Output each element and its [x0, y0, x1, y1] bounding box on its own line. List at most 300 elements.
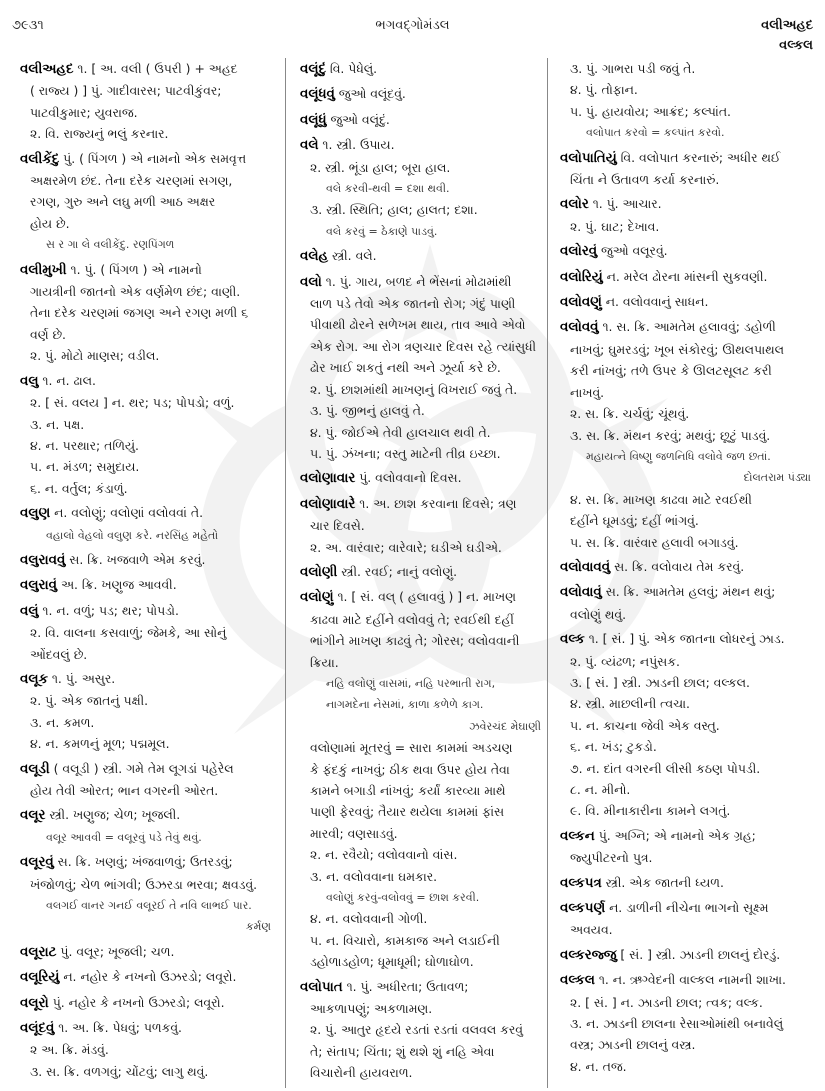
definition-text: ૩. પું. ગાભરા પડી જવું તે.	[570, 61, 696, 76]
entry-line	[560, 446, 815, 467]
definition-text: ૨. વિ. વાલના કસવાળું; જેમકે, આ સોનું	[30, 625, 227, 641]
entry-line	[560, 604, 815, 625]
definition-text: કાઢવા માટે દહીંને વલોવવું તે; રવઈથી દહીં	[310, 611, 514, 627]
headword: વલે	[300, 138, 319, 154]
definition-text: દહીંને ઘૂમડવું; દહીં ભાંગવું.	[570, 513, 699, 529]
definition-text: ખંજોળવું; ચેળ ભાંગવી; ઉઝરડા ભરવા; ક્ષવડવું.	[30, 876, 258, 892]
definition-text: પું. નહોર કે નખનો ઉઝરડો; લવૂરો.	[48, 994, 225, 1010]
headword: વલીકેંદુ	[20, 151, 60, 167]
column-1	[20, 58, 275, 1088]
entry-line	[300, 801, 545, 822]
entry-line	[20, 916, 275, 937]
entry-line	[560, 693, 815, 714]
definition-text: વસ્ત્ર; ઝાડની છાલનું વસ્ત્ર.	[570, 1037, 696, 1053]
entry-line	[560, 628, 815, 650]
dictionary-entry	[20, 1017, 275, 1082]
entry-line	[300, 245, 545, 267]
definition-text: કે ફંદકું નાખવું; ઠીક થવા ઉપર હોય તેવા	[310, 761, 510, 777]
definition-text: રગણ, ગુરુ અને લઘુ મળી આઠ અક્ષર	[30, 194, 216, 210]
definition-text: ૨. પું. ઘાટ; દેખાવ.	[570, 218, 660, 234]
entry-line	[560, 240, 815, 262]
definition-text: જુઓ વલૂંદું.	[326, 111, 390, 127]
definition-text: સ. ક્રિ. ખણવું; ખંજવાળવું; ઉતરડવું;	[53, 854, 233, 870]
definition-text: ગાયત્રીની જાતનો એક વર્ણમેળ છંદ; વાણી.	[30, 284, 241, 300]
definition-text: વલોણામાં મૂતરવું = સારા કામમાં અડચણ	[310, 740, 513, 756]
definition-text: સ. ક્રિ. વલોવાય તેમ કરવું.	[610, 558, 745, 574]
entry-line	[560, 715, 815, 736]
dictionary-entry	[300, 493, 545, 558]
headword: વલૂંદવું	[20, 1021, 55, 1037]
dictionary-entry	[560, 193, 815, 237]
entry-line	[560, 758, 815, 779]
entry-line	[20, 80, 275, 101]
dictionary-entry	[300, 109, 545, 131]
definition-text: ૧. અ. ક્રિ. પેધવું; પળકવું.	[54, 1020, 182, 1036]
entry-line	[20, 213, 275, 234]
definition-text: ૪. પું. તોફાન.	[570, 82, 638, 98]
entry-line	[300, 737, 545, 758]
definition-text: ૧. પું. અસુર.	[47, 670, 116, 686]
definition-text: ઓંદવલું છે.	[30, 646, 88, 662]
definition-text: ૫. પું. ઝંખના; વસ્તુ માટેની તીવ્ર ઇચ્છા.	[310, 445, 501, 461]
headword: વલોવવું	[560, 320, 599, 336]
definition-text: ૭. ન. દાંત વગરની લીસી કઠણ પોપડી.	[570, 760, 761, 776]
headword: વલૂક	[20, 671, 48, 687]
entry-line	[560, 58, 815, 79]
definition-text: ૪. પું. જોઈએ તેવી હાલચાલ થવી તે.	[310, 424, 491, 440]
definition-text: ઝવેરચંદ મેઘાણી	[469, 719, 541, 733]
dictionary-entry	[20, 148, 275, 256]
headword: વલોપાત	[300, 979, 343, 995]
definition-text: ૩. [ સં. ] સ્ત્રી. ઝાડની છાલ; વલ્કલ.	[570, 674, 750, 690]
entry-line	[20, 123, 275, 144]
definition-text: ૧. [ સં. વલ્ ( હલાવવું ) ] ન. માખણ	[333, 589, 516, 605]
dictionary-entry	[20, 966, 275, 988]
definition-text: ૧. [ અ. વલી ( ઉપરી ) + અહદ	[73, 61, 238, 76]
dictionary-entry	[300, 83, 545, 105]
entry-line	[300, 630, 545, 651]
headword: વલીઅહદ	[20, 62, 74, 77]
dictionary-entry	[560, 58, 815, 144]
definition-text: ડહોળાડહોળ; ધૂમાધૂમી; ઘોળાઘોળ.	[310, 954, 474, 970]
entry-line	[300, 976, 545, 998]
entry-line	[20, 302, 275, 323]
entry-line	[20, 780, 275, 801]
definition-text: વર્ણ છે.	[30, 326, 66, 342]
entry-line	[20, 992, 275, 1014]
definition-text: ૧. પું. આચાર.	[588, 196, 662, 212]
definition-text: કરી નાંખવું; તળે ઉપર કે ઊલટસૂલટ કરી	[570, 363, 772, 379]
entry-line	[300, 178, 545, 199]
definition-text: સ. ક્રિ. ખજવાળે એમ કરવું.	[65, 551, 206, 567]
definition-text: ૬. ન. ખંડ; ટુકડો.	[570, 739, 657, 755]
entry-line	[20, 102, 275, 123]
guide-word-last: વલ્કલ	[779, 38, 813, 53]
definition-text: લાળ પડે તેવો એક જાતનો રોગ; ગંદું પાણી	[310, 296, 516, 312]
definition-text: ૪. સ્ત્રી. માછલીની ત્વચા.	[570, 696, 690, 712]
headword: વલૂરો	[20, 995, 49, 1011]
definition-text: ( વલૂડી ) સ્ત્રી. ગમે તેમ લૂગડાં પહેરેલ	[49, 760, 234, 776]
entry-line	[560, 1034, 815, 1055]
definition-text: પીવાથી ઢોરને સળેખમ થાય, તાવ આવે એવો	[310, 317, 526, 333]
entry-line	[20, 456, 275, 477]
entry-line	[20, 668, 275, 690]
entry-line	[560, 556, 815, 578]
headword: વલૂંધું	[300, 112, 327, 128]
entry-line	[300, 866, 545, 887]
entry-line	[560, 339, 815, 360]
entry-line	[20, 345, 275, 366]
entry-line	[560, 847, 815, 868]
headword: વલૂરિયું	[20, 970, 60, 986]
entry-line	[20, 758, 275, 780]
dictionary-entry	[20, 758, 275, 802]
definition-text: ૨. પું. છાશમાંથી માખણનું વિખરાઈ જવું તે.	[310, 381, 518, 397]
definition-text: અક્ષરમેળ છંદ. તેના દરેક ચરણમાં સગણ,	[30, 173, 233, 189]
entry-line	[300, 199, 545, 220]
entry-line	[560, 992, 815, 1013]
entry-line	[20, 478, 275, 499]
entry-line	[560, 425, 815, 446]
entry-line	[560, 510, 815, 531]
entry-line	[300, 887, 545, 908]
definition-text: ૪. ન. કમળનું મૂળ; પદ્મમૂલ.	[30, 736, 170, 752]
definition-text: પાટવીકુમાર; યુવરાજ.	[30, 104, 138, 120]
definition-text: નાખવું.	[570, 384, 605, 400]
definition-text: મહાયત્ને વિષ્ણુ જળનિધિ વલોવે જળ છતાં.	[586, 449, 771, 463]
entry-line	[300, 314, 545, 335]
entry-line	[560, 944, 815, 966]
dictionary-entry	[20, 668, 275, 755]
definition-text: વલે કરવું = ઠેકાણે પાડવું.	[326, 224, 438, 238]
dictionary-entry	[20, 549, 275, 571]
headword: વલૂર	[20, 808, 46, 824]
entry-line	[300, 336, 545, 357]
definition-text: ચાર દિવસે.	[310, 518, 365, 534]
entry-line	[560, 403, 815, 424]
entry-line	[300, 652, 545, 673]
dictionary-entry	[560, 266, 815, 288]
entry-line	[300, 694, 545, 715]
dictionary-entry	[300, 271, 545, 465]
headword: વલ્કરજ્જુ	[560, 947, 617, 963]
definition-text: સ્ત્રી. એક જાતની ધ્યળ.	[601, 874, 724, 890]
entry-line	[20, 414, 275, 435]
definition-text: ૩. ન. ઝાડની છાલના રેસાઓમાંથી બનાવેલું	[570, 1016, 784, 1032]
entry-line	[560, 147, 815, 169]
headword: વલોર	[560, 197, 589, 213]
definition-text: ૩. ન. કમળ.	[30, 714, 95, 730]
entry-line	[20, 690, 275, 711]
entry-line	[560, 216, 815, 237]
entry-line	[300, 673, 545, 694]
entry-line	[560, 872, 815, 894]
definition-text: ૨. પું. મોટો માણસ; વડીલ.	[30, 348, 160, 364]
dictionary-entry	[560, 581, 815, 625]
definition-text: હોય તેવી ઓરત; ભાન વગરની ઓરત.	[30, 783, 219, 798]
dictionary-entry	[20, 502, 275, 546]
definition-text: ૩. સ. ક્રિ. મંથન કરવું; મથવું; છૂટું પાડવું.	[570, 427, 771, 443]
definition-text: જ્યુપીટરનો પુત્ર.	[570, 850, 653, 866]
definition-text: ૧. ન. વળું; પડ; થર; પોપડો.	[38, 602, 179, 618]
definition-text: ૩. સ્ત્રી. સ્થિતિ; હાલ; હાલત; દશા.	[310, 202, 478, 218]
entry-line	[20, 733, 275, 754]
headword: વલોપાતિયું	[560, 150, 617, 166]
definition-text: વલોપાત કરવો = કલ્પાંત કરવો.	[586, 126, 725, 140]
headword: વલોરવું	[560, 244, 598, 260]
entry-line	[300, 998, 545, 1019]
dictionary-entry	[560, 944, 815, 966]
headword: વલોવાવું	[560, 585, 602, 601]
definition-text: વલોણું કરવું-વલોવવું = છાશ કરવી.	[326, 891, 480, 905]
entry-line	[560, 779, 815, 800]
dictionary-entry	[20, 941, 275, 963]
entry-line	[20, 191, 275, 212]
entry-line	[560, 360, 815, 381]
headword: વલૂંધવું	[300, 87, 335, 103]
dictionary-entry	[300, 976, 545, 1084]
entry-line	[560, 489, 815, 510]
definition-text: ૨. પું. આતુર હૃદયે રડતાં રડતાં વલવલ કરવું	[310, 1022, 523, 1038]
entry-line	[300, 422, 545, 443]
definition-text: જુઓ વલૂરવું.	[597, 243, 668, 259]
dictionary-entry	[20, 370, 275, 499]
headword: વલુરાવું	[20, 578, 58, 594]
entry-line	[20, 874, 275, 895]
headword: વલૂંદું	[300, 62, 326, 77]
headword: વલીમુખી	[20, 262, 67, 278]
entry-line	[560, 291, 815, 313]
headword: વલુરાવવું	[20, 552, 66, 568]
entry-line	[300, 609, 545, 630]
entry-line	[300, 467, 545, 489]
definition-text: પું. ( પિંગળ ) એ નામનો એક સમવૃત્ત	[59, 150, 247, 166]
definition-text: ૧. [ સં. ] પું. એક જાતના લોધરનું ઝાડ.	[584, 631, 785, 647]
entry-line	[20, 804, 275, 826]
definition-text: તે; સંતાપ; ચિંતા; શું થશે શું નહિ એવા	[310, 1043, 495, 1059]
guide-word-first: વલીઅહદ	[761, 18, 813, 33]
definition-text: ૧. પું. ગાય, બળદ ને ભેંસનાં મોઢામાંથી	[321, 273, 512, 289]
definition-text: પું. અગ્નિ; એ નામનો એક ગ્રહ;	[594, 827, 756, 843]
definition-text: ન. ડાળીની નીચેના ભાગનો સૂક્ષ્મ	[605, 900, 769, 916]
entry-line	[560, 316, 815, 338]
definition-text: ચિંતા ને ઉતાવળ કર્યા કરનારું.	[570, 172, 720, 188]
entry-line	[560, 919, 815, 940]
definition-text: પું. વલોવવાનો દિવસ.	[355, 470, 462, 486]
entry-line	[560, 672, 815, 693]
definition-text: ૯. વિ. મીનાકારીના કામને લગતું.	[570, 803, 731, 819]
headword: વલું	[20, 603, 39, 619]
headword: વલોણાવાર	[300, 471, 356, 487]
entry-line	[20, 324, 275, 345]
definition-text: ૮. ન. મીનો.	[570, 782, 631, 797]
definition-text: દોલતરામ પંડ્યા	[743, 471, 811, 485]
dictionary-entry	[560, 147, 815, 191]
definition-text: વિચારોની હાયવરાળ.	[310, 1065, 413, 1081]
column-2	[300, 58, 545, 1088]
dictionary-entry	[560, 628, 815, 822]
dictionary-entry	[300, 58, 545, 80]
definition-text: સ ર ગા લે વલીકેંદુ. રણપિંગળ	[46, 238, 175, 252]
headword: વલ્કન	[560, 828, 595, 844]
entry-line	[20, 148, 275, 170]
definition-text: ન. વલોવવાનું સાધન.	[601, 294, 709, 310]
definition-text: ૧. પું. અધીરતા; ઉતાવળ;	[342, 978, 469, 994]
definition-text: ૫. પું. હાયવોય; આક્રંદ; કલ્પાંત.	[570, 103, 731, 119]
definition-text: ન. વલોણું; વલોણાં વલોવવાં તે.	[50, 505, 204, 521]
page-number: ૭૯૩૧	[12, 18, 44, 33]
entry-line	[300, 134, 545, 156]
definition-text: ૨. અ. વારંવાર; વારેવારે; ઘડીએ ઘડીએ.	[310, 539, 502, 555]
entry-line	[20, 574, 275, 596]
entry-line	[20, 435, 275, 456]
definition-text: ૧. પું. ( પિંગળ ) એ નામનો	[66, 261, 202, 277]
definition-text: ૨. વિ. રાજ્યનું ભલું કરનાર.	[30, 126, 169, 142]
definition-text: પું. વલૂર; ખૂજલી; ચળ.	[56, 943, 175, 959]
entry-line	[20, 1017, 275, 1039]
entry-line	[20, 1039, 275, 1060]
headword: વલ્કપત્ર	[560, 875, 602, 891]
definition-text: ૪. ન. તજ.	[570, 1058, 627, 1074]
entry-line	[560, 1056, 815, 1077]
entry-line	[300, 759, 545, 780]
running-title: ભગવદ્ગોમંડલ	[375, 18, 450, 33]
entry-line	[560, 193, 815, 215]
headword: વલ્કલ	[560, 973, 595, 989]
headword: વલ્ક	[560, 632, 585, 648]
entry-line	[300, 1041, 545, 1062]
headword: વલૂરવું	[20, 855, 54, 871]
entry-line	[20, 1061, 275, 1082]
entry-line	[20, 58, 275, 80]
page-header	[0, 0, 825, 52]
dictionary-entry	[300, 245, 545, 267]
entry-line	[300, 823, 545, 844]
headword: વલેહ	[300, 249, 328, 265]
definition-text: ( રાજ્ય ) ] પું. ગાદીવારસ; પાટવીકુંવર;	[30, 83, 222, 99]
column-3	[560, 58, 815, 1088]
dictionary-entry	[20, 259, 275, 367]
entry-line	[20, 549, 275, 571]
definition-text: ૨. [ સં. વલય ] ન. થર; પડ; પોપડો; વળું.	[30, 395, 235, 411]
entry-line	[560, 122, 815, 143]
entry-line	[300, 221, 545, 242]
entry-line	[20, 966, 275, 988]
dictionary-entry	[560, 316, 815, 552]
entry-line	[300, 908, 545, 929]
definition-text: ૫. ન. મંડળ; સમુદાય.	[30, 459, 140, 475]
entry-line	[560, 800, 815, 821]
entry-line	[20, 392, 275, 413]
entry-line	[300, 109, 545, 131]
entry-line	[20, 281, 275, 302]
definition-text: નાખવું; ઘુમરડવું; ખૂબ સંકોરવું; ઊથલપાથલ	[570, 341, 784, 357]
entry-line	[20, 502, 275, 524]
dictionary-entry	[20, 58, 275, 145]
entry-line	[300, 83, 545, 105]
definition-text: [ સં. ] સ્ત્રી. ઝાડની છાલનું દોરડું.	[616, 946, 781, 962]
entry-line	[300, 561, 545, 583]
definition-text: કર્મણ	[245, 920, 271, 934]
dictionary-entry	[20, 992, 275, 1014]
definition-text: ૪. ન. વલોવવાની ગોળી.	[310, 911, 428, 927]
definition-text: સ. ક્રિ. આમતેમ હલવું; મંથન થવું;	[601, 584, 776, 600]
definition-text: ૩. સ. ક્રિ. વળગવું; ચોંટવું; લાગુ થવું.	[30, 1063, 209, 1079]
definition-text: મારવી; વણસાડવું.	[310, 825, 398, 841]
headword: વલોણી	[300, 564, 338, 580]
headword: વલુણ	[20, 506, 51, 522]
entry-line	[300, 1062, 545, 1083]
dictionary-entry	[20, 600, 275, 665]
dictionary-entry	[560, 291, 815, 313]
definition-text: એક રોગ. આ રોગ ત્રણચાર દિવસ રહે ત્યાંસુધી	[310, 338, 537, 354]
dictionary-entry	[300, 134, 545, 242]
definition-text: અ. ક્રિ. ખણુજ આવવી.	[57, 577, 177, 593]
entry-line	[560, 1013, 815, 1034]
entry-line	[300, 537, 545, 558]
definition-text: ૪. ન. પરથાર; તળિયું.	[30, 437, 139, 453]
definition-text: ૨. પું. એક જાતનું પક્ષી.	[30, 693, 149, 709]
definition-text: ૫. સ. ક્રિ. વારંવાર હલાવી બગાડવું.	[570, 534, 739, 550]
definition-text: ૩. પું. જીભનું હાલવું તે.	[310, 403, 425, 419]
definition-text: ૬. ન. વર્તુલ; કંડાળું.	[30, 480, 128, 496]
definition-text: પાણી ફેરવવું; તૈયાર થયેલા કામમાં ફાંસ	[310, 804, 505, 820]
headword: વલ્કપર્ણ	[560, 901, 606, 917]
entry-line	[20, 259, 275, 281]
entry-line	[560, 897, 815, 919]
entry-line	[300, 293, 545, 314]
entry-line	[560, 581, 815, 603]
entry-line	[560, 825, 815, 847]
dictionary-entry	[560, 240, 815, 262]
definition-text: ૨ અ. ક્રિ. મંડવું.	[30, 1042, 109, 1058]
definition-text: નાગમદેના નેસમાં, કાળા કળેળે કાગ.	[326, 698, 484, 712]
definition-text: વલે કરવી-થવી = દશા થવી.	[326, 182, 450, 196]
entry-line	[300, 271, 545, 293]
entry-line	[300, 357, 545, 378]
entry-line	[560, 266, 815, 288]
definition-text: ૫. ન. વિચારો, કામકાજ અને લડાઈની	[310, 932, 500, 948]
dictionary-columns	[0, 58, 825, 1088]
entry-line	[560, 79, 815, 100]
definition-text: ૨. સ. ક્રિ. ચર્ચવું; ચૂંથવું.	[570, 406, 690, 422]
entry-line	[20, 827, 275, 848]
definition-text: ઢોર ખાઈ શકતું નથી અને ઝૂર્યા કરે છે.	[310, 360, 501, 376]
entry-line	[300, 400, 545, 421]
entry-line	[20, 851, 275, 873]
entry-line	[300, 515, 545, 536]
definition-text: તેના દરેક ચરણમાં જગણ અને રગણ મળી ૬	[30, 305, 249, 321]
headword: વલોણું	[300, 590, 334, 606]
entry-line	[300, 493, 545, 515]
headword: વલુ	[20, 373, 39, 389]
dictionary-entry	[20, 804, 275, 848]
entry-line	[20, 525, 275, 546]
entry-line	[300, 58, 545, 80]
entry-line	[20, 170, 275, 191]
definition-text: આકળાપણું; અકળામણ.	[310, 1001, 433, 1017]
entry-line	[300, 716, 545, 737]
definition-text: ૧. અ. છાશ કરવાના દિવસે; ત્રણ	[355, 495, 517, 511]
definition-text: ૫. ન. કાચના જેવી એક વસ્તુ.	[570, 717, 720, 733]
entry-line	[300, 443, 545, 464]
entry-line	[300, 844, 545, 865]
definition-text: સ્ત્રી. રવઈ; નાનું વલોણું.	[337, 563, 458, 579]
definition-text: ૧. સ. ક્રિ. આમતેમ હલાવવું; ડહોળી	[598, 319, 776, 335]
entry-line	[20, 941, 275, 963]
definition-text: વલગઈ વાનર ગનઈ વલૂરઈ તે નવિ લાભઈ પાર.	[46, 899, 252, 913]
definition-text: ન. મરેલ ઢોરના માંસની સુકવણી.	[602, 268, 768, 284]
